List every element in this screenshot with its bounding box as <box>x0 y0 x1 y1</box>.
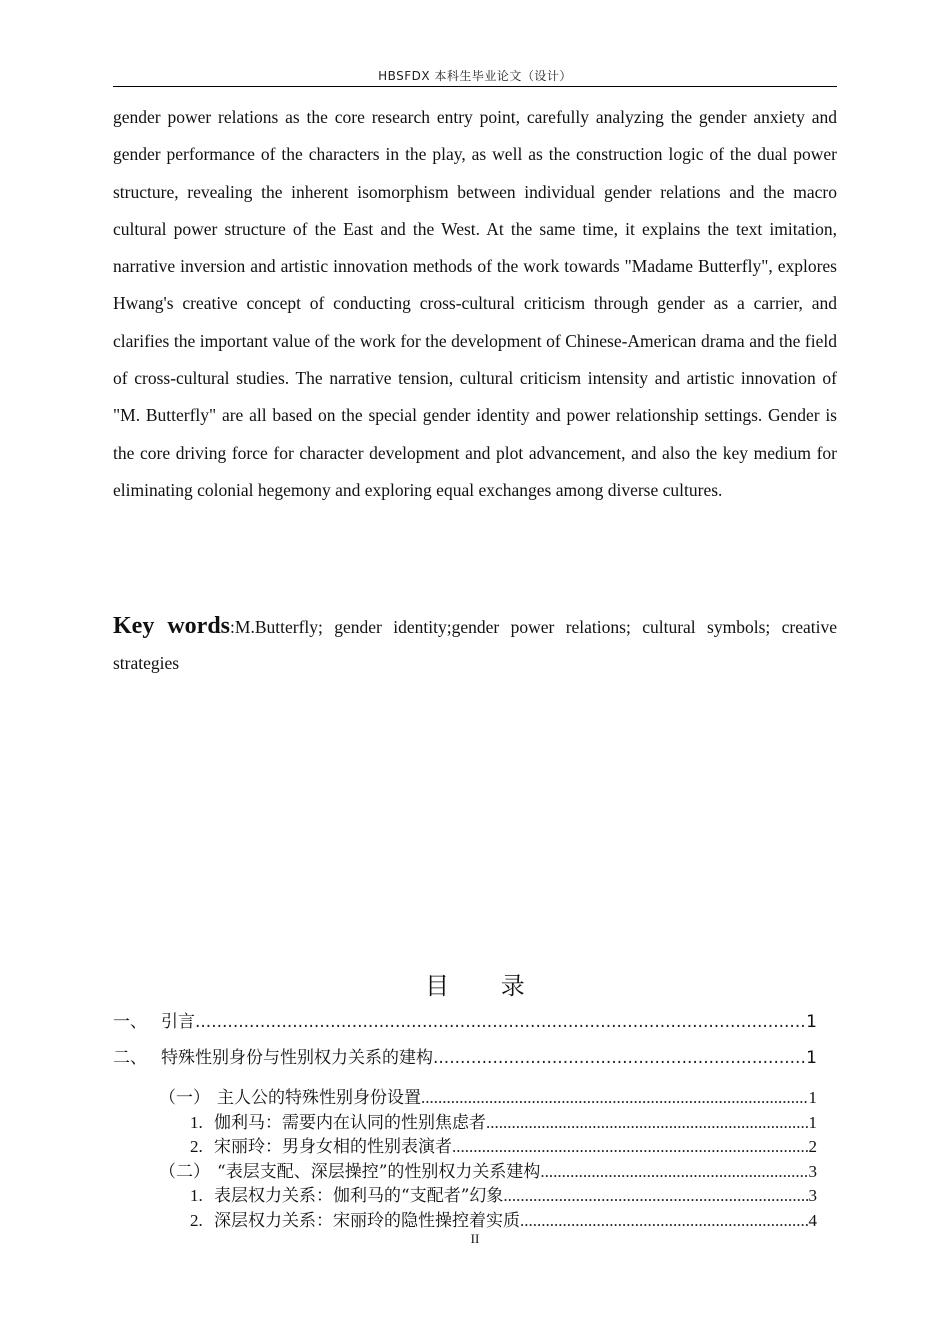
abstract-paragraph: gender power relations as the core research entry point, carefully analyzing the gender anxiety and gender performance of the characters in the play, as well as the construction logic of the dual power structure, revealing the inherent isomorphism between individual gender relations and the macro cultural power structure of the East and the West. At the same time, it explains the text imitation, narrative inversion and artistic innovation methods of the work towards "Madame Butterfly", explores Hwang's creative concept of conducting cross-cultural criticism through gender as a carrier, and clarifies the important value of the work for the development of Chinese-American drama and the field of cross-cultural studies. The narrative tension, cultural criticism intensity and artistic innovation of "M. Butterfly" are all based on the special gender identity and power relationship settings. Gender is the core driving force for character development and plot advancement, and also the key medium for eliminating colonial hegemony and exploring equal exchanges among diverse cultures. <box>113 107 837 500</box>
toc-entry-subsection-2-1-1[interactable] <box>113 1111 817 1136</box>
keywords-label: Key words <box>113 613 231 639</box>
toc-entry-subsection-2-2-1[interactable] <box>113 1184 817 1209</box>
keywords-paragraph <box>113 608 837 681</box>
toc-title: 目 录 <box>425 972 547 1000</box>
toc-entry-number: （一） <box>159 1088 210 1107</box>
header-rule <box>113 86 837 87</box>
toc-entry-page: 1 <box>808 1112 817 1132</box>
toc-entry-title: 伽利马：需要内在认同的性别焦虑者 <box>214 1112 486 1133</box>
toc-entry-page: 1 <box>806 1012 817 1032</box>
toc-leader-dots <box>452 1135 809 1159</box>
toc-entry-title: 表层权力关系：伽利马的“支配者”幻象 <box>214 1186 504 1206</box>
toc-entry-section-2-2[interactable] <box>113 1160 817 1185</box>
toc-leader-dots <box>195 1008 806 1036</box>
toc-entry-introduction[interactable] <box>113 1008 817 1044</box>
toc-entry-page: 4 <box>808 1210 817 1230</box>
toc-leader-dots <box>433 1044 806 1072</box>
keywords-text: M.Butterfly; gender identity;gender power relations; cultural symbols; creative strategies <box>113 617 837 673</box>
toc-entry-number: 1. <box>190 1112 203 1132</box>
toc-entry-number: 一、 <box>113 1012 147 1032</box>
toc-entry-title: 主人公的特殊性别身份设置 <box>217 1088 421 1108</box>
toc-entry-number: 2. <box>190 1210 203 1230</box>
toc-entry-number: （二） <box>159 1161 210 1181</box>
toc-entry-title: 宋丽玲：男身女相的性别表演者 <box>214 1137 452 1157</box>
toc-entry-page: 3 <box>808 1161 817 1181</box>
table-of-contents <box>113 1008 817 1233</box>
running-header: HBSFDX 本科生毕业论文（设计） <box>378 69 572 83</box>
toc-entry-section-2-1[interactable] <box>113 1086 817 1111</box>
toc-leader-dots <box>540 1160 808 1184</box>
toc-entry-chapter-2[interactable] <box>113 1044 817 1080</box>
toc-leader-dots <box>503 1184 808 1208</box>
toc-entry-page: 1 <box>808 1088 817 1107</box>
toc-leader-dots <box>520 1209 809 1233</box>
keywords-separator: : <box>230 617 235 637</box>
toc-entry-number: 2. <box>190 1137 203 1156</box>
toc-entry-number: 1. <box>190 1186 203 1205</box>
toc-entry-title: 深层权力关系：宋丽玲的隐性操控着实质 <box>214 1210 520 1231</box>
toc-leader-dots <box>486 1111 809 1135</box>
toc-entry-page: 2 <box>808 1137 817 1156</box>
toc-entry-page: 1 <box>806 1048 817 1068</box>
toc-entry-number: 二、 <box>113 1048 147 1068</box>
toc-entry-page: 3 <box>808 1186 817 1205</box>
page-number: II <box>470 1231 480 1246</box>
toc-entry-subsection-2-1-2[interactable] <box>113 1135 817 1160</box>
toc-entry-subsection-2-2-2[interactable] <box>113 1209 817 1234</box>
toc-entry-title: 引言 <box>161 1012 195 1032</box>
toc-entry-title: “表层支配、深层操控”的性别权力关系建构 <box>217 1161 541 1182</box>
toc-entry-title: 特殊性别身份与性别权力关系的建构 <box>161 1048 433 1068</box>
toc-leader-dots <box>421 1086 809 1110</box>
